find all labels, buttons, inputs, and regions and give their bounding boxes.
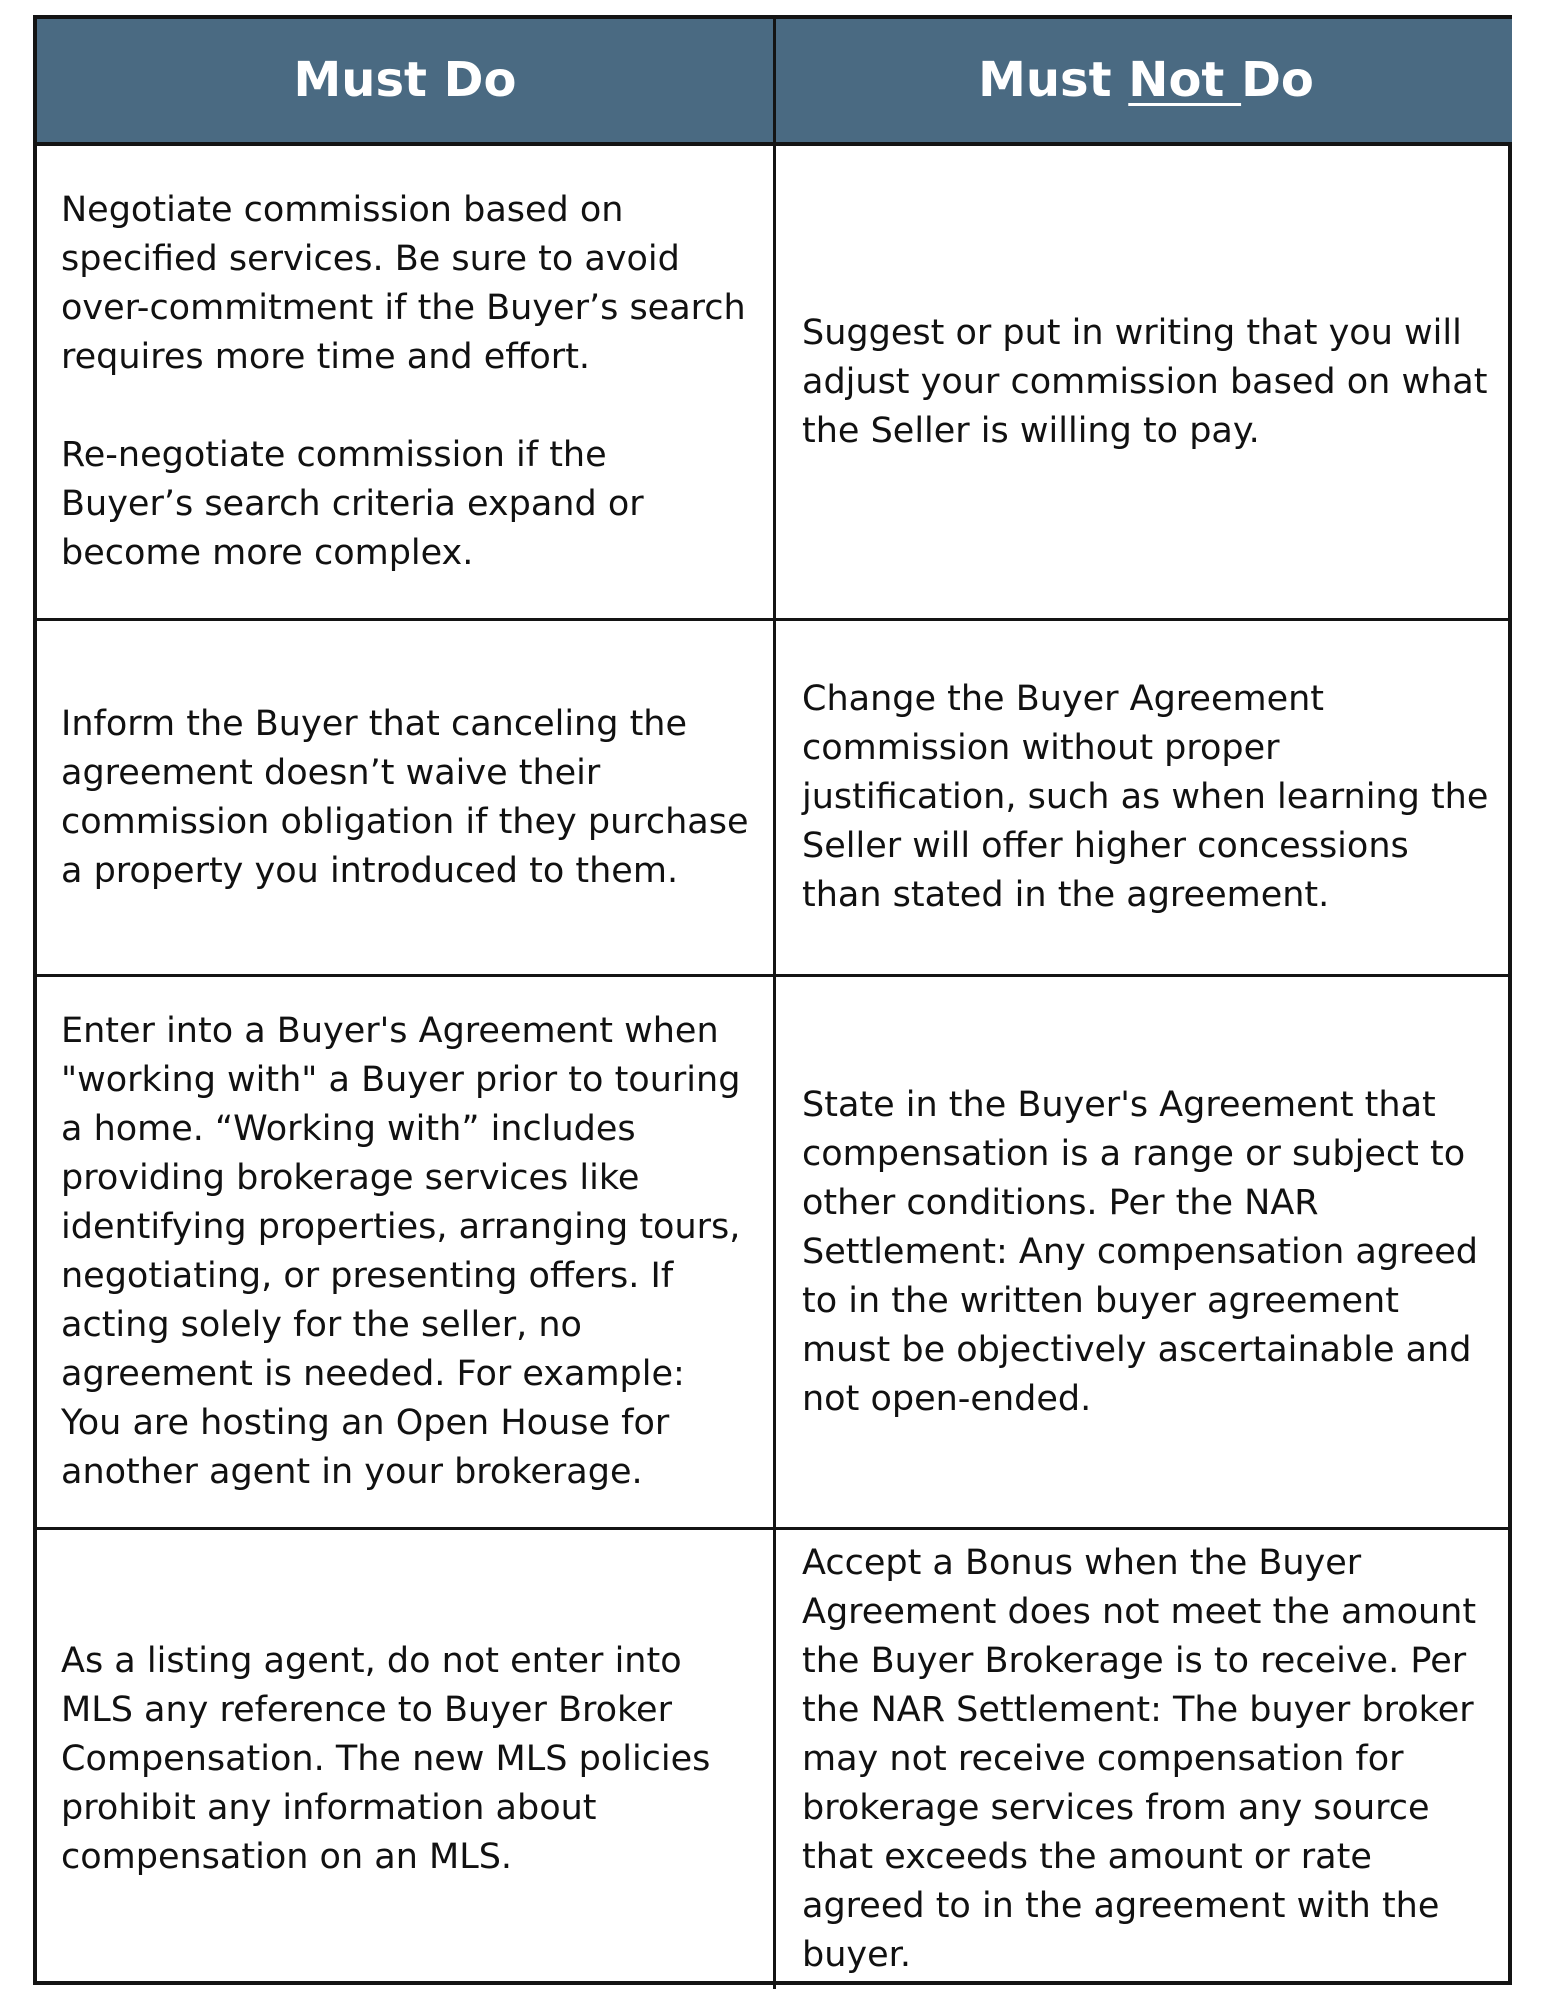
row-3-must-do: [37, 977, 776, 1530]
row-4-must-not-do-text: Accept a Bonus when the Buyer Agreement does not meet the amount the Buyer Brokerage is to receive. Per the NAR Settlement: The buyer broker may not receive compensation for brokerage services from any source that exceeds the amount or rate agreed to in the agreement with the buyer.: [802, 1543, 1477, 1975]
row-1-must-do-text: [61, 186, 749, 578]
header-must-not-do: [776, 19, 1512, 146]
header-must-not-do-prefix: Must: [978, 52, 1129, 108]
header-must-do: [37, 19, 776, 146]
row-1-must-do-paragraph-2: Re-negotiate commission if the Buyer’s search criteria expand or become more complex.: [61, 435, 644, 573]
row-1-must-do-paragraph-1: Negotiate commission based on specified services. Be sure to avoid over-commitment if the Buyer’s search requires more time and effort.: [61, 190, 746, 377]
header-must-not-do-suffix: Do: [1241, 52, 1314, 108]
row-4-must-do: [37, 1530, 776, 1989]
row-3-must-not-do: [776, 977, 1512, 1530]
row-2-must-do: [37, 621, 776, 977]
row-2-must-not-do: [776, 621, 1512, 977]
row-2-must-not-do-text: Change the Buyer Agreement commission without proper justification, such as when learning the Seller will offer higher concessions than stated in the agreement.: [802, 679, 1489, 915]
row-1-must-do: [37, 146, 776, 621]
row-2-must-do-text: Inform the Buyer that canceling the agreement doesn’t waive their commission obligation if they purchase a property you introduced to them.: [61, 703, 749, 891]
must-do-comparison-table: [33, 15, 1512, 1985]
header-must-not-do-label: [978, 52, 1314, 108]
row-4-must-not-do: [776, 1530, 1512, 1989]
row-3-must-do-text: Enter into a Buyer's Agreement when "working with" a Buyer prior to touring a home. “Working with” includes providing brokerage services like identifying properties, arranging tours, negotiating, or presenting offers. If acting solely for the seller, no agreement is needed. For example: You are hosting an Open House for another agent in your brokerage.: [61, 1011, 741, 1492]
row-1-must-not-do: [776, 146, 1512, 621]
header-must-do-label: Must Do: [293, 52, 517, 108]
row-3-must-not-do-text: State in the Buyer's Agreement that compensation is a range or subject to other conditions. Per the NAR Settlement: Any compensation agreed to in the written buyer agreement must be objectively ascertainable and not open-ended.: [802, 1084, 1478, 1419]
header-must-not-do-emphasis: Not: [1128, 52, 1242, 108]
row-1-must-not-do-text: Suggest or put in writing that you will adjust your commission based on what the Seller is willing to pay.: [802, 312, 1488, 451]
row-4-must-do-text: As a listing agent, do not enter into MLS any reference to Buyer Broker Compensation. The new MLS policies prohibit any information about compensation on an MLS.: [61, 1641, 711, 1877]
